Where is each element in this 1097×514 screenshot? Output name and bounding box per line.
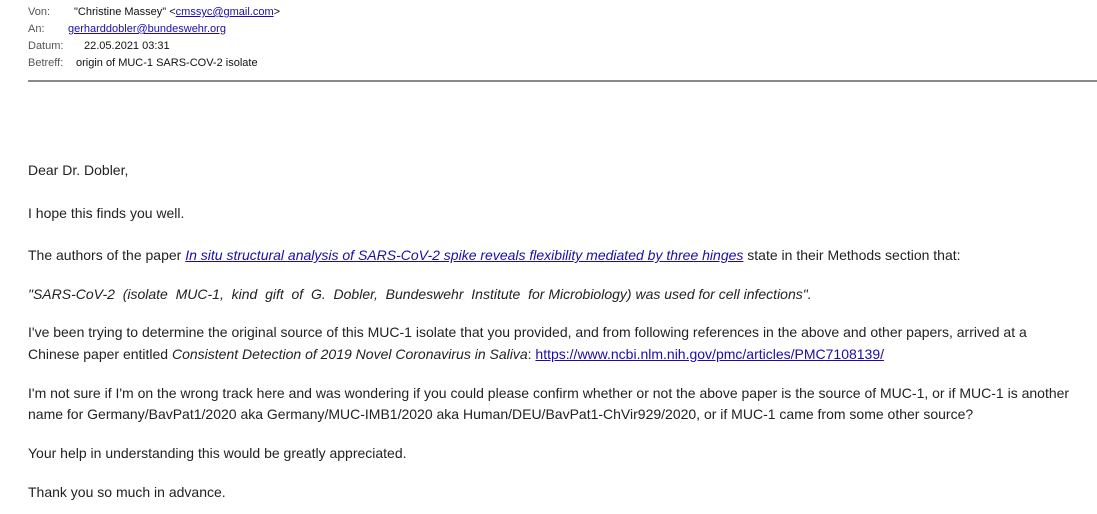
date-label: Datum: — [28, 40, 64, 52]
line-trying-1: I've been trying to determine the original source of this MUC-1 isolate that you provided, and from following references in the above and other papers, arrived at a — [28, 324, 1027, 340]
from-value — [74, 4, 280, 21]
header-row-subject — [28, 55, 1097, 72]
methods-quote: "SARS-CoV-2 (isolate MUC-1, kind gift of G. Dobler, Bundeswehr Institute for Microbiology) was used for cell infections". — [28, 286, 812, 302]
saliva-paper-title: Consistent Detection of 2019 Novel Coronavirus in Saliva — [172, 346, 528, 362]
header-divider — [28, 80, 1097, 82]
line-hope: I hope this finds you well. — [28, 205, 185, 221]
from-email-open: < — [169, 6, 176, 18]
line-authors — [28, 245, 961, 266]
greeting: Dear Dr. Dobler, — [28, 162, 129, 178]
paper-link[interactable]: In situ structural analysis of SARS-CoV-2 spike reveals flexibility mediated by three hinges — [185, 247, 744, 263]
line-help: Your help in understanding this would be greatly appreciated. — [28, 445, 407, 461]
line-track-1: I'm not sure if I'm on the wrong track here and was wondering if you could please confirm whether or not the above paper is the source of MUC-1, or if MUC-1 is another — [28, 385, 1070, 401]
date-value: 22.05.2021 03:31 — [84, 40, 170, 52]
from-name: "Christine Massey" — [74, 6, 167, 18]
from-email-close: > — [273, 6, 281, 18]
line-trying-2-colon: : — [527, 346, 536, 362]
header-row-date — [28, 38, 1097, 55]
line-authors-suffix: state in their Methods section that: — [743, 247, 961, 263]
subject-value: origin of MUC-1 SARS-COV-2 isolate — [76, 57, 258, 69]
header-row-to — [28, 21, 1097, 38]
header-row-from — [28, 4, 1097, 21]
line-track-2: name for Germany/BavPat1/2020 aka Germany/MUC-IMB1/2020 aka Human/DEU/BavPat1-ChVir929/2020, or if MUC-1 came from some other source? — [28, 406, 974, 422]
to-label: An: — [28, 23, 45, 35]
line-thanks: Thank you so much in advance. — [28, 484, 226, 500]
subject-label: Betreff: — [28, 57, 64, 69]
to-email-link[interactable]: gerharddobler@bundeswehr.org — [68, 23, 226, 35]
line-trying-2 — [28, 344, 884, 365]
from-label: Von: — [28, 6, 51, 18]
ncbi-link[interactable]: https://www.ncbi.nlm.nih.gov/pmc/articles/PMC7108139/ — [535, 346, 885, 362]
line-trying-2-prefix: Chinese paper entitled — [28, 346, 172, 362]
from-email-link[interactable]: cmssyc@gmail.com — [175, 6, 274, 18]
email-header — [28, 4, 1097, 72]
line-authors-prefix: The authors of the paper — [28, 247, 186, 263]
